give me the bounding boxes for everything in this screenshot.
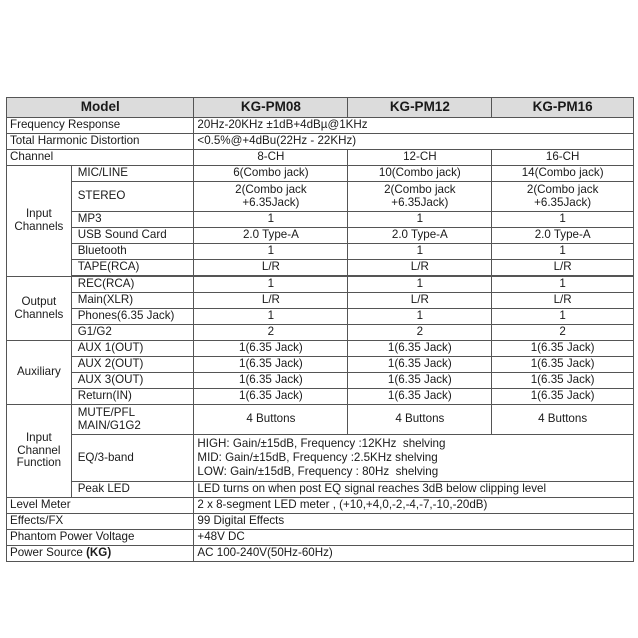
value-level-meter: 2 x 8-segment LED meter , (+10,+4,0,-2,-4,-7,-10,-20dB) [194, 498, 634, 514]
value-phantom: +48V DC [194, 530, 634, 546]
value-aux3-pm08: 1(6.35 Jack) [194, 373, 348, 389]
value-return-pm12: 1(6.35 Jack) [348, 389, 492, 405]
value-g1g2-pm12: 2 [348, 325, 492, 341]
row-effects [7, 514, 634, 530]
power-source-text: Power Source [10, 546, 83, 560]
value-g1g2-pm16: 2 [492, 325, 634, 341]
label-stereo: STEREO [71, 182, 194, 212]
header-kg-pm16: KG-PM16 [492, 98, 634, 118]
row-channel [7, 150, 634, 166]
value-mute-pfl-pm16: 4 Buttons [492, 405, 634, 435]
value-peak-led: LED turns on when post EQ signal reaches 3dB below clipping level [194, 482, 634, 498]
value-mute-pfl-pm08: 4 Buttons [194, 405, 348, 435]
label-main-xlr: Main(XLR) [71, 293, 194, 309]
label-aux3: AUX 3(OUT) [71, 373, 194, 389]
value-aux2-pm16: 1(6.35 Jack) [492, 357, 634, 373]
label-rec: REC(RCA) [71, 277, 194, 293]
value-mic-line-pm08: 6(Combo jack) [194, 166, 348, 182]
label-phones: Phones(6.35 Jack) [71, 309, 194, 325]
spec-table [6, 97, 634, 562]
label-mic-line: MIC/LINE [71, 166, 194, 182]
value-usb-pm08: 2.0 Type-A [194, 228, 348, 244]
row-aux3 [7, 373, 634, 389]
value-phones-pm16: 1 [492, 309, 634, 325]
value-mp3-pm08: 1 [194, 212, 348, 228]
row-mic-line [7, 166, 634, 182]
label-aux1: AUX 1(OUT) [71, 341, 194, 357]
value-aux3-pm16: 1(6.35 Jack) [492, 373, 634, 389]
value-mp3-pm16: 1 [492, 212, 634, 228]
row-eq [7, 435, 634, 482]
label-tape: TAPE(RCA) [71, 260, 194, 276]
value-mute-pfl-pm12: 4 Buttons [348, 405, 492, 435]
row-return [7, 389, 634, 405]
value-effects: 99 Digital Effects [194, 514, 634, 530]
value-main-xlr-pm16: L/R [492, 293, 634, 309]
label-peak-led: Peak LED [71, 482, 194, 498]
row-mp3 [7, 212, 634, 228]
value-aux2-pm12: 1(6.35 Jack) [348, 357, 492, 373]
value-g1g2-pm08: 2 [194, 325, 348, 341]
value-channel-pm08: 8-CH [194, 150, 348, 166]
value-frequency-response: 20Hz-20KHz ±1dB+4dBµ@1KHz [194, 118, 634, 134]
value-phones-pm08: 1 [194, 309, 348, 325]
value-tape-pm12: L/R [348, 260, 492, 276]
header-row [7, 98, 634, 118]
value-power-source: AC 100-240V(50Hz-60Hz) [194, 546, 634, 562]
value-main-xlr-pm12: L/R [348, 293, 492, 309]
value-stereo-pm08: 2(Combo jack +6.35Jack) [194, 182, 348, 212]
label-mp3: MP3 [71, 212, 194, 228]
value-mp3-pm12: 1 [348, 212, 492, 228]
label-frequency-response: Frequency Response [7, 118, 194, 134]
label-channel: Channel [7, 150, 194, 166]
row-rec [7, 277, 634, 293]
row-g1g2 [7, 325, 634, 341]
value-bluetooth-pm08: 1 [194, 244, 348, 260]
value-aux2-pm08: 1(6.35 Jack) [194, 357, 348, 373]
value-bluetooth-pm12: 1 [348, 244, 492, 260]
group-input-channels: Input Channels [7, 166, 72, 277]
label-return: Return(IN) [71, 389, 194, 405]
value-usb-pm16: 2.0 Type-A [492, 228, 634, 244]
value-return-pm16: 1(6.35 Jack) [492, 389, 634, 405]
value-aux3-pm12: 1(6.35 Jack) [348, 373, 492, 389]
label-effects: Effects/FX [7, 514, 194, 530]
row-main-xlr [7, 293, 634, 309]
label-mute-pfl: MUTE/PFL MAIN/G1G2 [71, 405, 194, 435]
value-rec-pm08: 1 [194, 277, 348, 293]
value-tape-pm08: L/R [194, 260, 348, 276]
header-kg-pm12: KG-PM12 [348, 98, 492, 118]
value-usb-pm12: 2.0 Type-A [348, 228, 492, 244]
row-tape [7, 260, 634, 276]
value-rec-pm16: 1 [492, 277, 634, 293]
value-channel-pm16: 16-CH [492, 150, 634, 166]
row-power-source [7, 546, 634, 562]
group-output-channels: Output Channels [7, 277, 72, 341]
value-main-xlr-pm08: L/R [194, 293, 348, 309]
label-g1g2: G1/G2 [71, 325, 194, 341]
row-bluetooth [7, 244, 634, 260]
value-tape-pm16: L/R [492, 260, 634, 276]
header-model: Model [7, 98, 194, 118]
label-bluetooth: Bluetooth [71, 244, 194, 260]
value-bluetooth-pm16: 1 [492, 244, 634, 260]
label-thd: Total Harmonic Distortion [7, 134, 194, 150]
label-phantom: Phantom Power Voltage [7, 530, 194, 546]
group-input-channel-function: Input Channel Function [7, 405, 72, 498]
row-mute-pfl [7, 405, 634, 435]
value-thd: <0.5%@+4dBu(22Hz - 22KHz) [194, 134, 634, 150]
row-usb [7, 228, 634, 244]
row-phones [7, 309, 634, 325]
row-level-meter [7, 498, 634, 514]
value-phones-pm12: 1 [348, 309, 492, 325]
value-mic-line-pm16: 14(Combo jack) [492, 166, 634, 182]
row-stereo [7, 182, 634, 212]
row-frequency-response [7, 118, 634, 134]
label-level-meter: Level Meter [7, 498, 194, 514]
label-power-source [7, 546, 194, 562]
label-eq: EQ/3-band [71, 435, 194, 482]
row-peak-led [7, 482, 634, 498]
value-aux1-pm08: 1(6.35 Jack) [194, 341, 348, 357]
power-source-kg: (KG) [86, 546, 112, 560]
label-usb: USB Sound Card [71, 228, 194, 244]
value-stereo-pm16: 2(Combo jack +6.35Jack) [492, 182, 634, 212]
value-aux1-pm16: 1(6.35 Jack) [492, 341, 634, 357]
value-mic-line-pm12: 10(Combo jack) [348, 166, 492, 182]
group-auxiliary: Auxiliary [7, 341, 72, 405]
row-aux2 [7, 357, 634, 373]
label-aux2: AUX 2(OUT) [71, 357, 194, 373]
value-stereo-pm12: 2(Combo jack +6.35Jack) [348, 182, 492, 212]
value-return-pm08: 1(6.35 Jack) [194, 389, 348, 405]
header-kg-pm08: KG-PM08 [194, 98, 348, 118]
value-rec-pm12: 1 [348, 277, 492, 293]
value-eq: HIGH: Gain/±15dB, Frequency :12KHz shelving MID: Gain/±15dB, Frequency :2.5KHz shelving LOW: Gain/±15dB, Frequency : 80Hz shelving [194, 435, 634, 482]
row-phantom [7, 530, 634, 546]
row-thd [7, 134, 634, 150]
value-channel-pm12: 12-CH [348, 150, 492, 166]
value-aux1-pm12: 1(6.35 Jack) [348, 341, 492, 357]
row-aux1 [7, 341, 634, 357]
